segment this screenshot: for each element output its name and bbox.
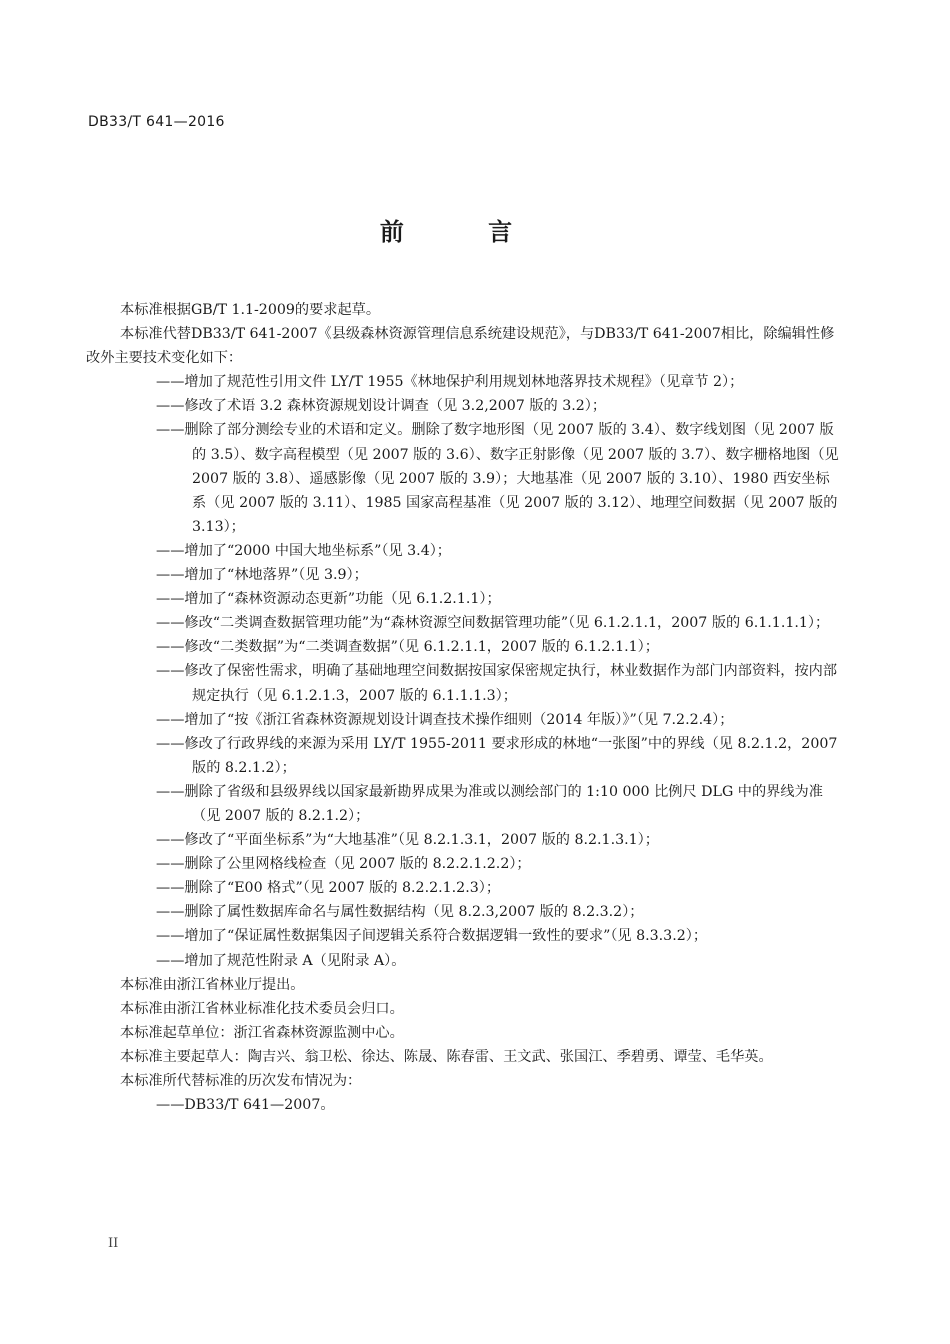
closing-paragraph: 本标准主要起草人：陶吉兴、翁卫松、徐达、陈晟、陈春雷、王文武、张国江、季碧勇、谭莹、毛华英。 bbox=[120, 1048, 773, 1065]
standard-code: DB33/T 641—2016 bbox=[88, 114, 225, 130]
closing-paragraph: 本标准起草单位：浙江省森林资源监测中心。 bbox=[120, 1024, 404, 1041]
change-item: ——增加了“按《浙江省森林资源规划设计调查技术操作细则（2014 年版）》”（见 7.2.2.4）； bbox=[156, 711, 734, 728]
foreword-body bbox=[86, 298, 840, 1117]
closing-paragraph: 本标准由浙江省林业厅提出。 bbox=[120, 976, 305, 993]
closing-paragraph: 本标准由浙江省林业标准化技术委员会归口。 bbox=[120, 1000, 404, 1017]
change-item: ——修改“二类数据”为“二类调查数据”（见 6.1.2.1.1，2007 版的 6.1.2.1.1）； bbox=[156, 639, 659, 656]
change-item: ——增加了规范性附录 A（见附录 A）。 bbox=[156, 952, 406, 969]
change-item: ——修改了术语 3.2 森林资源规划设计调查（见 3.2,2007 版的 3.2）； bbox=[156, 398, 607, 415]
change-item: ——增加了规范性引用文件 LY/T 1955《林地保护利用规划林地落界技术规程》（见章节 2）； bbox=[156, 374, 744, 391]
intro-paragraph: 本标准根据GB/T 1.1-2009的要求起草。 bbox=[120, 302, 381, 318]
change-item: ——增加了“森林资源动态更新”功能（见 6.1.2.1.1）； bbox=[156, 591, 501, 608]
intro-paragraph: 本标准代替DB33/T 641-2007《县级森林资源管理信息系统建设规范》，与DB33/T 641-2007相比，除编辑性修改外主要技术变化如下： bbox=[86, 326, 835, 367]
change-item: ——删除了部分测绘专业的术语和定义。删除了数字地形图（见 2007 版的 3.4）、数字线划图（见 2007 版的 3.5）、数字高程模型（见 2007 版的 3.6）、数字正射影像（见 2007 版的 3.7）、数字栅格地图（见 2007 版的 3.8）、遥感影像（见 2007 版的 3.9）；大地基准（见 2007 版的 3.10）、1980 西安坐标系（见 2007 版的 3.11）、1985 国家高程基准（见 2007 版的 3.12）、地理空间数据（见 2007 版的 3.13）； bbox=[156, 422, 839, 535]
page-number: II bbox=[108, 1236, 119, 1251]
history-item: ——DB33/T 641—2007。 bbox=[156, 1097, 335, 1114]
change-item: ——修改了行政界线的来源为采用 LY/T 1955-2011 要求形成的林地“一张图”中的界线（见 8.2.1.2，2007 版的 8.2.1.2）； bbox=[156, 735, 838, 776]
change-item: ——删除了属性数据库命名与属性数据结构（见 8.2.3,2007 版的 8.2.3.2）； bbox=[156, 904, 644, 921]
closing-paragraph: 本标准所代替标准的历次发布情况为： bbox=[120, 1073, 362, 1089]
page-title: 前 言 bbox=[379, 218, 551, 246]
change-item: ——增加了“林地落界”（见 3.9）； bbox=[156, 567, 368, 584]
change-item: ——增加了“2000 中国大地坐标系”（见 3.4）； bbox=[156, 542, 451, 559]
change-item: ——修改“二类调查数据管理功能”为“森林资源空间数据管理功能”（见 6.1.2.1.1，2007 版的 6.1.1.1.1）； bbox=[156, 615, 830, 632]
change-item: ——删除了“E00 格式”（见 2007 版的 8.2.2.1.2.3）； bbox=[156, 880, 501, 897]
change-item: ——增加了“保证属性数据集因子间逻辑关系符合数据逻辑一致性的要求”（见 8.3.3.2）； bbox=[156, 928, 708, 945]
change-item: ——删除了省级和县级界线以国家最新勘界成果为准或以测绘部门的 1:10 000 比例尺 DLG 中的界线为准（见 2007 版的 8.2.1.2）； bbox=[156, 783, 823, 824]
change-item: ——删除了公里网格线检查（见 2007 版的 8.2.2.1.2.2）； bbox=[156, 856, 531, 873]
change-item: ——修改了“平面坐标系”为“大地基准”（见 8.2.1.3.1，2007 版的 8.2.1.3.1）； bbox=[156, 832, 659, 849]
change-item: ——修改了保密性需求，明确了基础地理空间数据按国家保密规定执行，林业数据作为部门内部资料，按内部规定执行（见 6.1.2.1.3，2007 版的 6.1.1.1.3）； bbox=[156, 663, 838, 704]
